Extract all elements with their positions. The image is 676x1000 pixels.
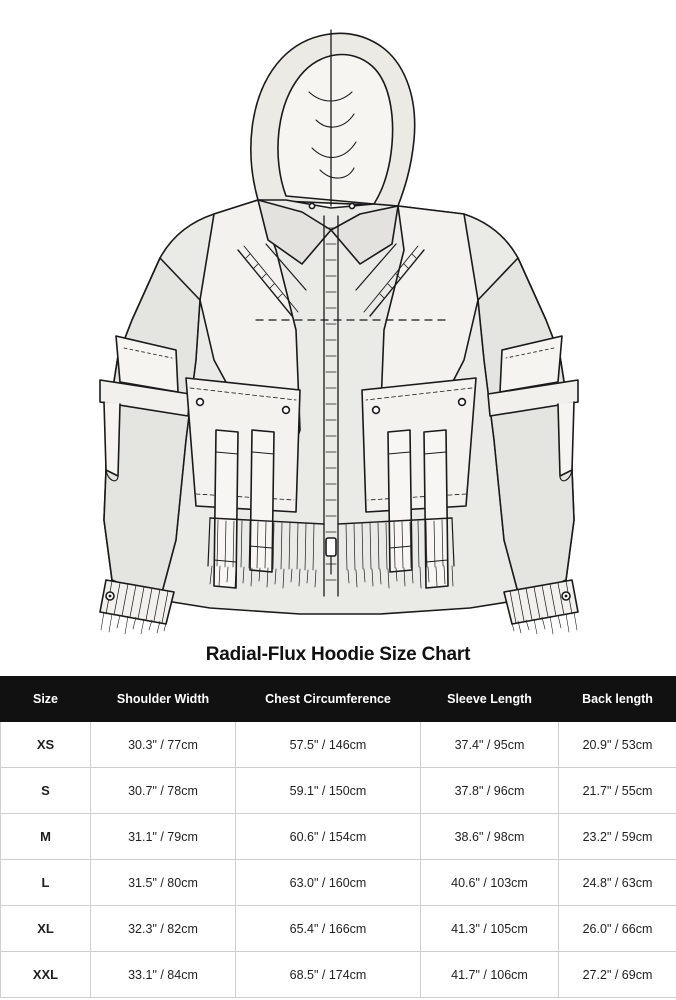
cell-chest: 63.0" / 160cm (236, 860, 421, 906)
column-header-shoulder-width: Shoulder Width (91, 677, 236, 722)
cell-sleeve: 37.8" / 96cm (421, 768, 559, 814)
cell-sleeve: 41.7" / 106cm (421, 952, 559, 998)
cell-size: XS (1, 722, 91, 768)
column-header-chest-circumference: Chest Circumference (236, 677, 421, 722)
cell-sleeve: 37.4" / 95cm (421, 722, 559, 768)
cell-back: 24.8" / 63cm (559, 860, 676, 906)
cell-back: 27.2" / 69cm (559, 952, 676, 998)
cell-back: 21.7" / 55cm (559, 768, 676, 814)
cell-shoulder: 30.7" / 78cm (91, 768, 236, 814)
table-row (1, 814, 676, 860)
table-row (1, 952, 676, 998)
cell-back: 23.2" / 59cm (559, 814, 676, 860)
size-chart-table (0, 676, 676, 998)
cell-shoulder: 31.1" / 79cm (91, 814, 236, 860)
column-header-size: Size (1, 677, 91, 722)
table-row (1, 906, 676, 952)
cell-sleeve: 40.6" / 103cm (421, 860, 559, 906)
cell-back: 26.0" / 66cm (559, 906, 676, 952)
cell-sleeve: 38.6" / 98cm (421, 814, 559, 860)
cell-chest: 60.6" / 154cm (236, 814, 421, 860)
cell-size: XL (1, 906, 91, 952)
table-row (1, 722, 676, 768)
cell-back: 20.9" / 53cm (559, 722, 676, 768)
cell-size: L (1, 860, 91, 906)
table-header-row (1, 677, 676, 722)
cell-size: XXL (1, 952, 91, 998)
cell-chest: 68.5" / 174cm (236, 952, 421, 998)
chart-title: Radial-Flux Hoodie Size Chart (205, 644, 471, 665)
cell-size: M (1, 814, 91, 860)
cell-shoulder: 33.1" / 84cm (91, 952, 236, 998)
cell-shoulder: 32.3" / 82cm (91, 906, 236, 952)
table-row (1, 768, 676, 814)
cell-chest: 57.5" / 146cm (236, 722, 421, 768)
cell-chest: 65.4" / 166cm (236, 906, 421, 952)
cell-shoulder: 30.3" / 77cm (91, 722, 236, 768)
column-header-sleeve-length: Sleeve Length (421, 677, 559, 722)
table-row (1, 860, 676, 906)
cell-shoulder: 31.5" / 80cm (91, 860, 236, 906)
table-body (1, 722, 676, 998)
cell-size: S (1, 768, 91, 814)
cell-sleeve: 41.3" / 105cm (421, 906, 559, 952)
table-header (1, 677, 676, 722)
column-header-back-length: Back length (559, 677, 676, 722)
cell-chest: 59.1" / 150cm (236, 768, 421, 814)
